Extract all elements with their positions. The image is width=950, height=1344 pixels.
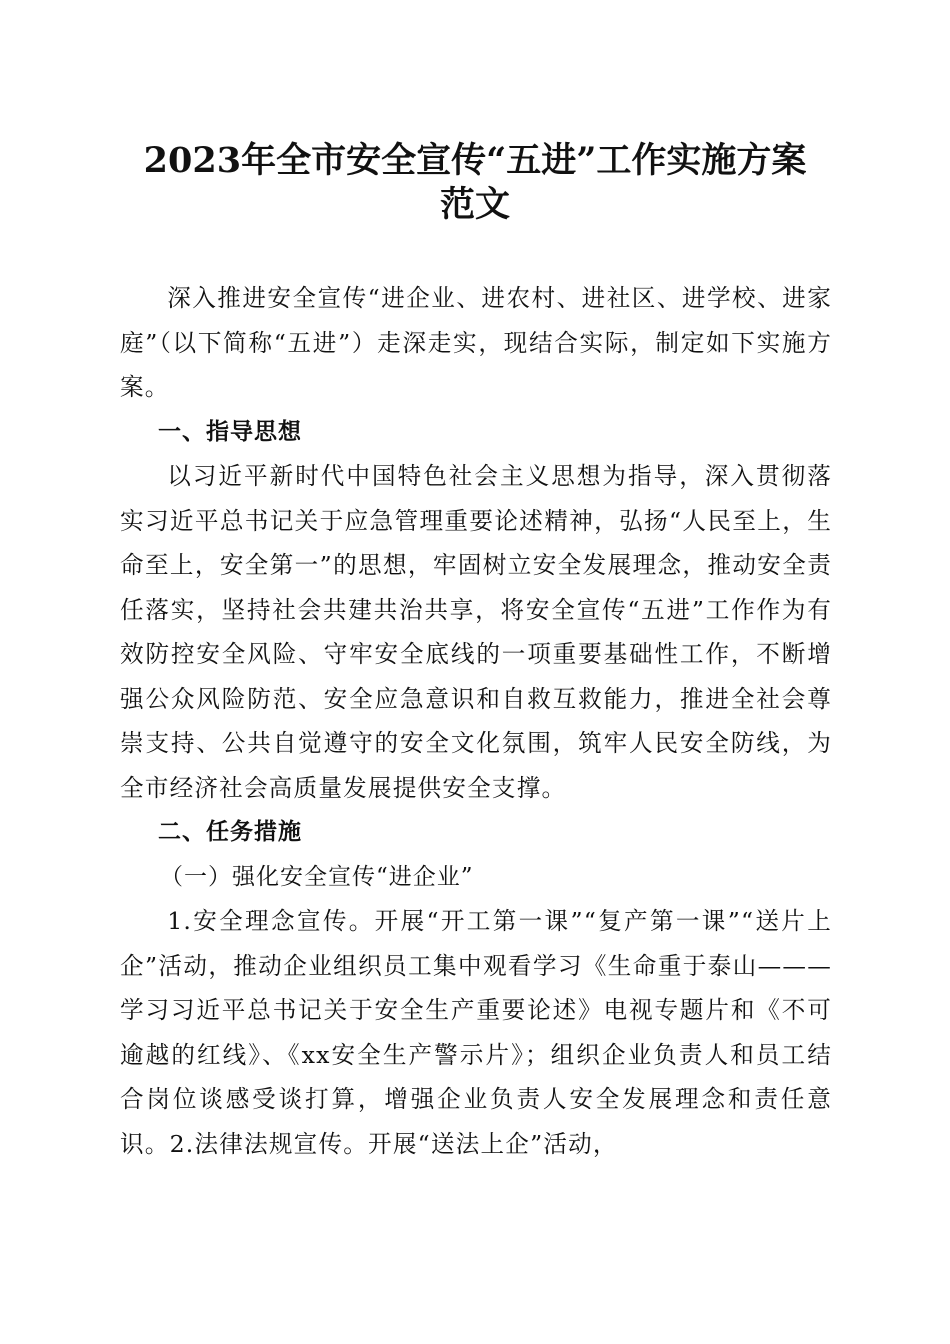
- document-title: 2023年全市安全宣传“五进”工作实施方案: [143, 140, 807, 181]
- section-heading-guiding-ideology: 一、指导思想: [158, 418, 302, 445]
- guiding-ideology-paragraph: 以习近平新时代中国特色社会主义思想为指导，深入贯彻落实习近平总书记关于应急管理重要论述精神，弘扬“人民至上，生命至上，安全第一”的思想，牢固树立安全发展理念，推动安全责任落实，坚持社会共建共治共享，将安全宣传“五进”工作作为有效防控安全风险、守牢安全底线的一项重要基础性工作，不断增强公众风险防范、安全应急意识和自救互救能力，推进全社会尊崇支持、公共自觉遵守的安全文化氛围，筑牢人民安全防线，为全市经济社会高质量发展提供安全支撑。: [120, 462, 832, 802]
- subsection-heading-enterprise: （一）强化安全宣传“进企业”: [160, 863, 474, 890]
- document-body: [120, 276, 832, 1166]
- intro-paragraph: 深入推进安全宣传“进企业、进农村、进社区、进学校、进家庭”（以下简称“五进”）走深走实，现结合实际，制定如下实施方案。: [120, 284, 832, 401]
- section-heading-task-measures: 二、任务措施: [158, 819, 302, 845]
- enterprise-paragraph: 1.安全理念宣传。开展“开工第一课”“复产第一课”“送片上企”活动，推动企业组织员工集中观看学习《生命重于泰山———学习习近平总书记关于安全生产重要论述》电视专题片和《不可逾越的红线》、《xx安全生产警示片》；组织企业负责人和员工结合岗位谈感受谈打算，增强企业负责人安全发展理念和责任意识。2.法律法规宣传。开展“送法上企”活动，: [120, 907, 832, 1158]
- document-title-continued: 范文: [439, 184, 510, 225]
